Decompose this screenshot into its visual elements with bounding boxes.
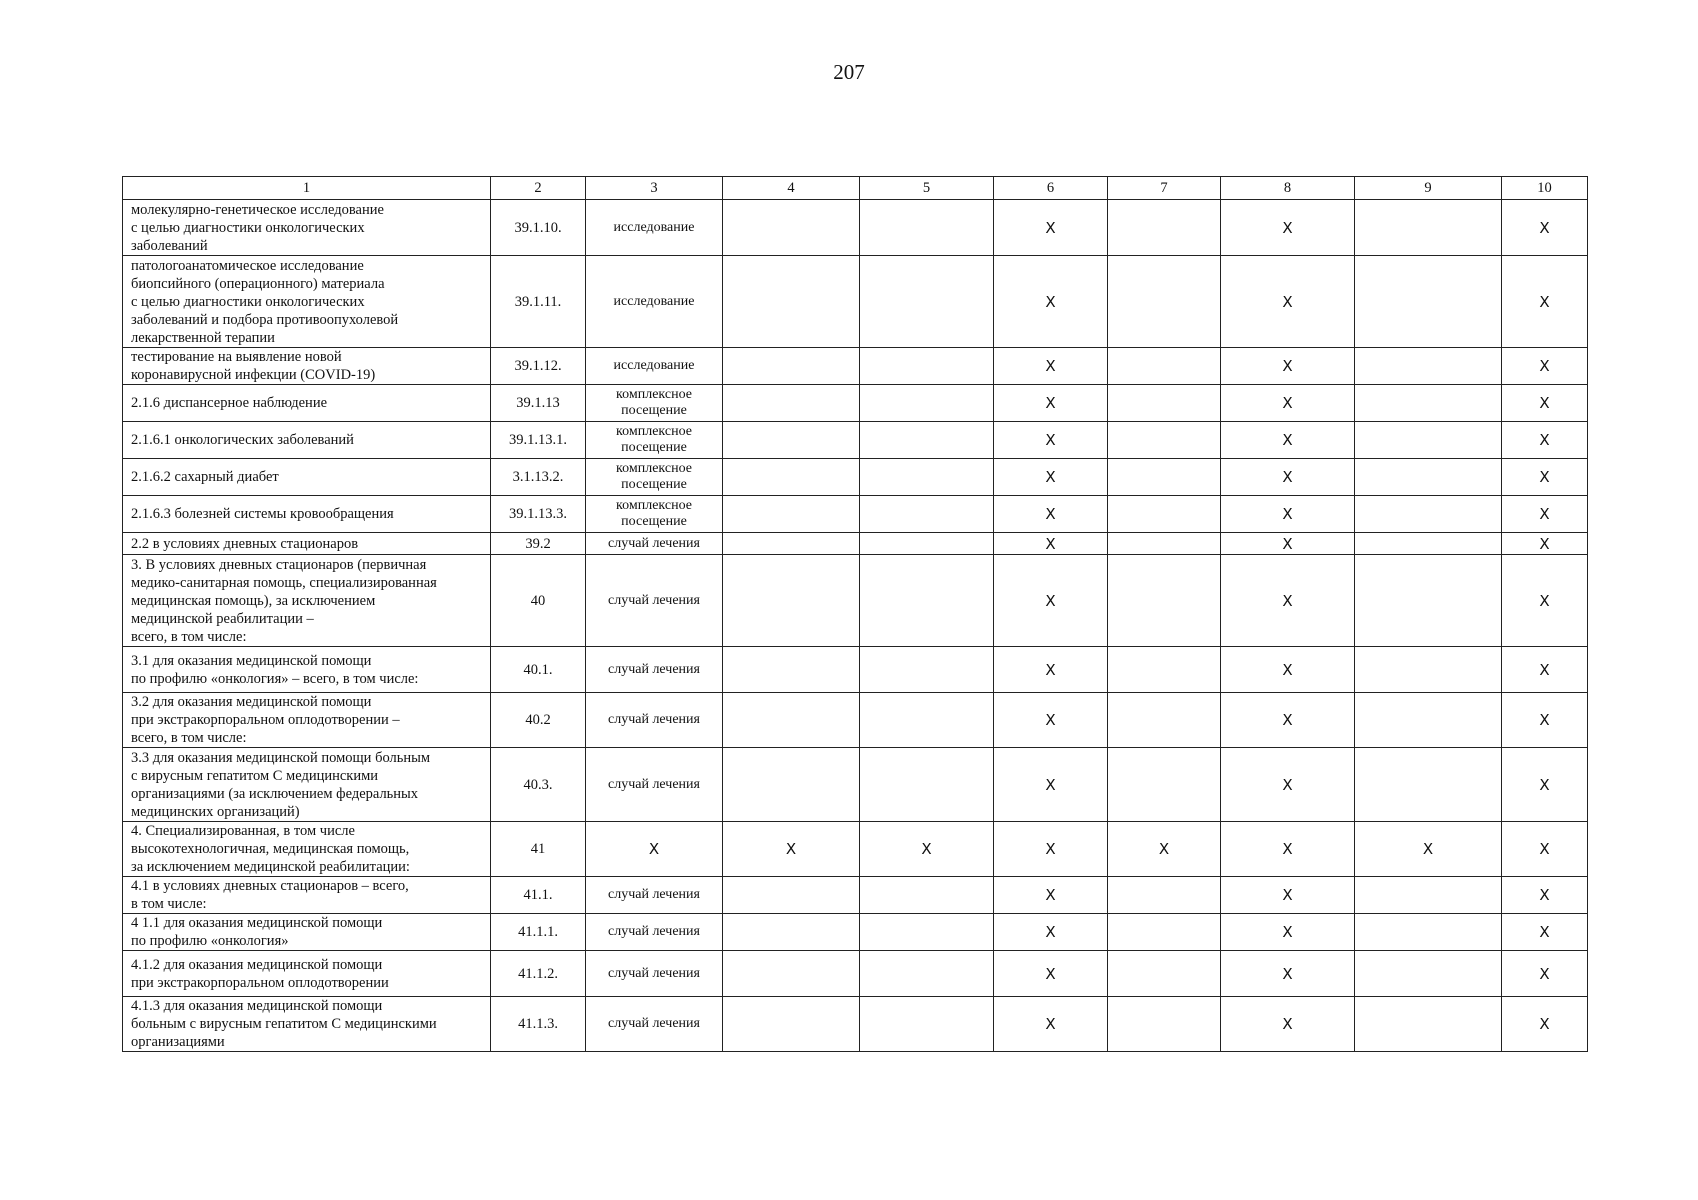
table-row <box>123 533 1588 555</box>
header-row <box>123 177 1588 200</box>
mark-cell: X <box>723 822 860 877</box>
column-header-1: 1 <box>123 177 491 200</box>
row-code-cell: 39.1.13.1. <box>491 422 586 459</box>
mark-cell: X <box>1221 555 1355 647</box>
empty-cell <box>1355 555 1502 647</box>
table-row <box>123 422 1588 459</box>
empty-cell <box>1108 647 1221 693</box>
empty-cell <box>1355 914 1502 951</box>
column-header-5: 5 <box>860 177 994 200</box>
row-code-cell: 39.1.13.3. <box>491 496 586 533</box>
row-code-cell: 41.1.2. <box>491 951 586 997</box>
mark-cell: X <box>1502 200 1588 256</box>
empty-cell <box>723 200 860 256</box>
empty-cell <box>860 533 994 555</box>
empty-cell <box>860 200 994 256</box>
page-number: 207 <box>833 60 865 84</box>
column-header-8: 8 <box>1221 177 1355 200</box>
mark-cell: X <box>1502 748 1588 822</box>
empty-cell <box>1108 555 1221 647</box>
table-row <box>123 496 1588 533</box>
mark-cell: X <box>1221 997 1355 1052</box>
empty-cell <box>1355 533 1502 555</box>
empty-cell <box>1108 348 1221 385</box>
mark-cell: X <box>1221 914 1355 951</box>
mark-cell: X <box>994 422 1108 459</box>
unit-cell: комплексное посещение <box>586 496 723 533</box>
empty-cell <box>1355 348 1502 385</box>
column-header-9: 9 <box>1355 177 1502 200</box>
unit-cell: случай лечения <box>586 533 723 555</box>
mark-cell: X <box>1502 422 1588 459</box>
mark-cell: X <box>994 877 1108 914</box>
empty-cell <box>723 877 860 914</box>
row-label-cell: 4. Специализированная, в том числе высокотехнологичная, медицинская помощь, за исключением медицинской реабилитации: <box>123 822 491 877</box>
mark-cell: X <box>1221 459 1355 496</box>
empty-cell <box>860 693 994 748</box>
empty-cell <box>723 256 860 348</box>
empty-cell <box>1355 647 1502 693</box>
empty-cell <box>1108 200 1221 256</box>
column-header-6: 6 <box>994 177 1108 200</box>
column-header-4: 4 <box>723 177 860 200</box>
empty-cell <box>723 693 860 748</box>
mark-cell: X <box>994 951 1108 997</box>
empty-cell <box>860 385 994 422</box>
mark-cell: X <box>1221 951 1355 997</box>
empty-cell <box>860 748 994 822</box>
mark-cell: X <box>994 533 1108 555</box>
empty-cell <box>1355 256 1502 348</box>
mark-cell: X <box>1221 256 1355 348</box>
empty-cell <box>723 748 860 822</box>
unit-cell: комплексное посещение <box>586 385 723 422</box>
row-code-cell: 39.1.13 <box>491 385 586 422</box>
unit-cell: случай лечения <box>586 693 723 748</box>
mark-cell: X <box>994 693 1108 748</box>
row-label-cell: 4.1.2 для оказания медицинской помощи при экстракорпоральном оплодотворении <box>123 951 491 997</box>
unit-cell: случай лечения <box>586 997 723 1052</box>
empty-cell <box>1108 496 1221 533</box>
mark-cell: X <box>1221 496 1355 533</box>
empty-cell <box>860 914 994 951</box>
mark-cell: X <box>1502 459 1588 496</box>
empty-cell <box>1355 997 1502 1052</box>
mark-cell: X <box>994 348 1108 385</box>
row-label-cell: 3.1 для оказания медицинской помощи по профилю «онкология» – всего, в том числе: <box>123 647 491 693</box>
mark-cell: X <box>1502 822 1588 877</box>
table-row <box>123 647 1588 693</box>
empty-cell <box>1108 951 1221 997</box>
mark-cell: X <box>994 647 1108 693</box>
row-code-cell: 40.1. <box>491 647 586 693</box>
empty-cell <box>1108 422 1221 459</box>
row-label-cell: 3.3 для оказания медицинской помощи больным с вирусным гепатитом С медицинскими организациями (за исключением федеральных медицинских организаций) <box>123 748 491 822</box>
unit-cell: X <box>586 822 723 877</box>
row-code-cell: 41.1.3. <box>491 997 586 1052</box>
row-code-cell: 40.2 <box>491 693 586 748</box>
mark-cell: X <box>994 914 1108 951</box>
empty-cell <box>723 647 860 693</box>
unit-cell: случай лечения <box>586 877 723 914</box>
row-label-cell: 2.1.6.3 болезней системы кровообращения <box>123 496 491 533</box>
column-header-7: 7 <box>1108 177 1221 200</box>
row-code-cell: 40.3. <box>491 748 586 822</box>
column-header-10: 10 <box>1502 177 1588 200</box>
mark-cell: X <box>994 997 1108 1052</box>
mark-cell: X <box>1221 200 1355 256</box>
mark-cell: X <box>994 496 1108 533</box>
empty-cell <box>1108 256 1221 348</box>
empty-cell <box>723 914 860 951</box>
table-row <box>123 951 1588 997</box>
mark-cell: X <box>1221 693 1355 748</box>
row-label-cell: 4.1.3 для оказания медицинской помощи больным с вирусным гепатитом С медицинскими организациями <box>123 997 491 1052</box>
mark-cell: X <box>994 385 1108 422</box>
unit-cell: исследование <box>586 200 723 256</box>
row-code-cell: 3.1.13.2. <box>491 459 586 496</box>
mark-cell: X <box>994 459 1108 496</box>
unit-cell: случай лечения <box>586 555 723 647</box>
mark-cell: X <box>1221 647 1355 693</box>
row-label-cell: патологоанатомическое исследование биопсийного (операционного) материала с целью диагностики онкологических заболеваний и подбора противоопухолевой лекарственной терапии <box>123 256 491 348</box>
empty-cell <box>1355 200 1502 256</box>
mark-cell: X <box>1221 822 1355 877</box>
mark-cell: X <box>994 555 1108 647</box>
unit-cell: случай лечения <box>586 647 723 693</box>
row-code-cell: 41.1.1. <box>491 914 586 951</box>
empty-cell <box>1108 693 1221 748</box>
mark-cell: X <box>1502 555 1588 647</box>
row-code-cell: 41.1. <box>491 877 586 914</box>
mark-cell: X <box>1502 533 1588 555</box>
empty-cell <box>723 951 860 997</box>
mark-cell: X <box>1502 647 1588 693</box>
empty-cell <box>1108 997 1221 1052</box>
table-row <box>123 256 1588 348</box>
data-table <box>122 176 1588 1052</box>
mark-cell: X <box>1502 997 1588 1052</box>
column-header-2: 2 <box>491 177 586 200</box>
table-row <box>123 693 1588 748</box>
mark-cell: X <box>1502 348 1588 385</box>
row-code-cell: 39.1.10. <box>491 200 586 256</box>
empty-cell <box>860 256 994 348</box>
mark-cell: X <box>994 200 1108 256</box>
empty-cell <box>1355 951 1502 997</box>
unit-cell: случай лечения <box>586 914 723 951</box>
empty-cell <box>860 647 994 693</box>
column-header-3: 3 <box>586 177 723 200</box>
row-label-cell: 3. В условиях дневных стационаров (первичная медико-санитарная помощь, специализированная медицинская помощь), за исключением медицинской реабилитации – всего, в том числе: <box>123 555 491 647</box>
row-label-cell: молекулярно-генетическое исследование с целью диагностики онкологических заболеваний <box>123 200 491 256</box>
mark-cell: X <box>994 822 1108 877</box>
empty-cell <box>860 348 994 385</box>
empty-cell <box>1355 748 1502 822</box>
unit-cell: комплексное посещение <box>586 459 723 496</box>
row-label-cell: 2.2 в условиях дневных стационаров <box>123 533 491 555</box>
empty-cell <box>1355 385 1502 422</box>
empty-cell <box>860 459 994 496</box>
table-row <box>123 385 1588 422</box>
mark-cell: X <box>1502 693 1588 748</box>
unit-cell: исследование <box>586 348 723 385</box>
row-label-cell: 2.1.6.1 онкологических заболеваний <box>123 422 491 459</box>
row-label-cell: 3.2 для оказания медицинской помощи при экстракорпоральном оплодотворении – всего, в том числе: <box>123 693 491 748</box>
row-label-cell: 4.1 в условиях дневных стационаров – всего, в том числе: <box>123 877 491 914</box>
mark-cell: X <box>1502 256 1588 348</box>
mark-cell: X <box>1502 385 1588 422</box>
empty-cell <box>723 496 860 533</box>
unit-cell: случай лечения <box>586 951 723 997</box>
mark-cell: X <box>994 256 1108 348</box>
mark-cell: X <box>1502 914 1588 951</box>
mark-cell: X <box>1355 822 1502 877</box>
table-row <box>123 555 1588 647</box>
empty-cell <box>860 555 994 647</box>
table-row <box>123 914 1588 951</box>
empty-cell <box>723 422 860 459</box>
mark-cell: X <box>1221 748 1355 822</box>
mark-cell: X <box>1502 877 1588 914</box>
empty-cell <box>1108 914 1221 951</box>
empty-cell <box>860 422 994 459</box>
empty-cell <box>860 951 994 997</box>
empty-cell <box>1108 533 1221 555</box>
table-row <box>123 348 1588 385</box>
unit-cell: случай лечения <box>586 748 723 822</box>
row-code-cell: 39.1.12. <box>491 348 586 385</box>
mark-cell: X <box>1221 877 1355 914</box>
empty-cell <box>1355 422 1502 459</box>
empty-cell <box>1108 385 1221 422</box>
empty-cell <box>860 877 994 914</box>
mark-cell: X <box>1221 348 1355 385</box>
table-row <box>123 822 1588 877</box>
mark-cell: X <box>1221 422 1355 459</box>
mark-cell: X <box>860 822 994 877</box>
row-label-cell: 2.1.6 диспансерное наблюдение <box>123 385 491 422</box>
empty-cell <box>1355 459 1502 496</box>
row-code-cell: 41 <box>491 822 586 877</box>
unit-cell: комплексное посещение <box>586 422 723 459</box>
table-body <box>123 200 1588 1052</box>
row-code-cell: 39.1.11. <box>491 256 586 348</box>
row-label-cell: тестирование на выявление новой коронавирусной инфекции (COVID-19) <box>123 348 491 385</box>
empty-cell <box>723 533 860 555</box>
empty-cell <box>1355 693 1502 748</box>
mark-cell: X <box>994 748 1108 822</box>
empty-cell <box>723 385 860 422</box>
empty-cell <box>723 555 860 647</box>
mark-cell: X <box>1502 496 1588 533</box>
empty-cell <box>1108 748 1221 822</box>
empty-cell <box>723 459 860 496</box>
mark-cell: X <box>1221 533 1355 555</box>
row-label-cell: 2.1.6.2 сахарный диабет <box>123 459 491 496</box>
table-row <box>123 877 1588 914</box>
empty-cell <box>860 496 994 533</box>
empty-cell <box>1108 459 1221 496</box>
empty-cell <box>1355 496 1502 533</box>
row-label-cell: 4 1.1 для оказания медицинской помощи по профилю «онкология» <box>123 914 491 951</box>
empty-cell <box>1355 877 1502 914</box>
row-code-cell: 40 <box>491 555 586 647</box>
mark-cell: X <box>1502 951 1588 997</box>
unit-cell: исследование <box>586 256 723 348</box>
empty-cell <box>723 997 860 1052</box>
empty-cell <box>723 348 860 385</box>
table-row <box>123 200 1588 256</box>
table-row <box>123 748 1588 822</box>
empty-cell <box>860 997 994 1052</box>
mark-cell: X <box>1108 822 1221 877</box>
empty-cell <box>1108 877 1221 914</box>
mark-cell: X <box>1221 385 1355 422</box>
table-row <box>123 459 1588 496</box>
table-row <box>123 997 1588 1052</box>
row-code-cell: 39.2 <box>491 533 586 555</box>
